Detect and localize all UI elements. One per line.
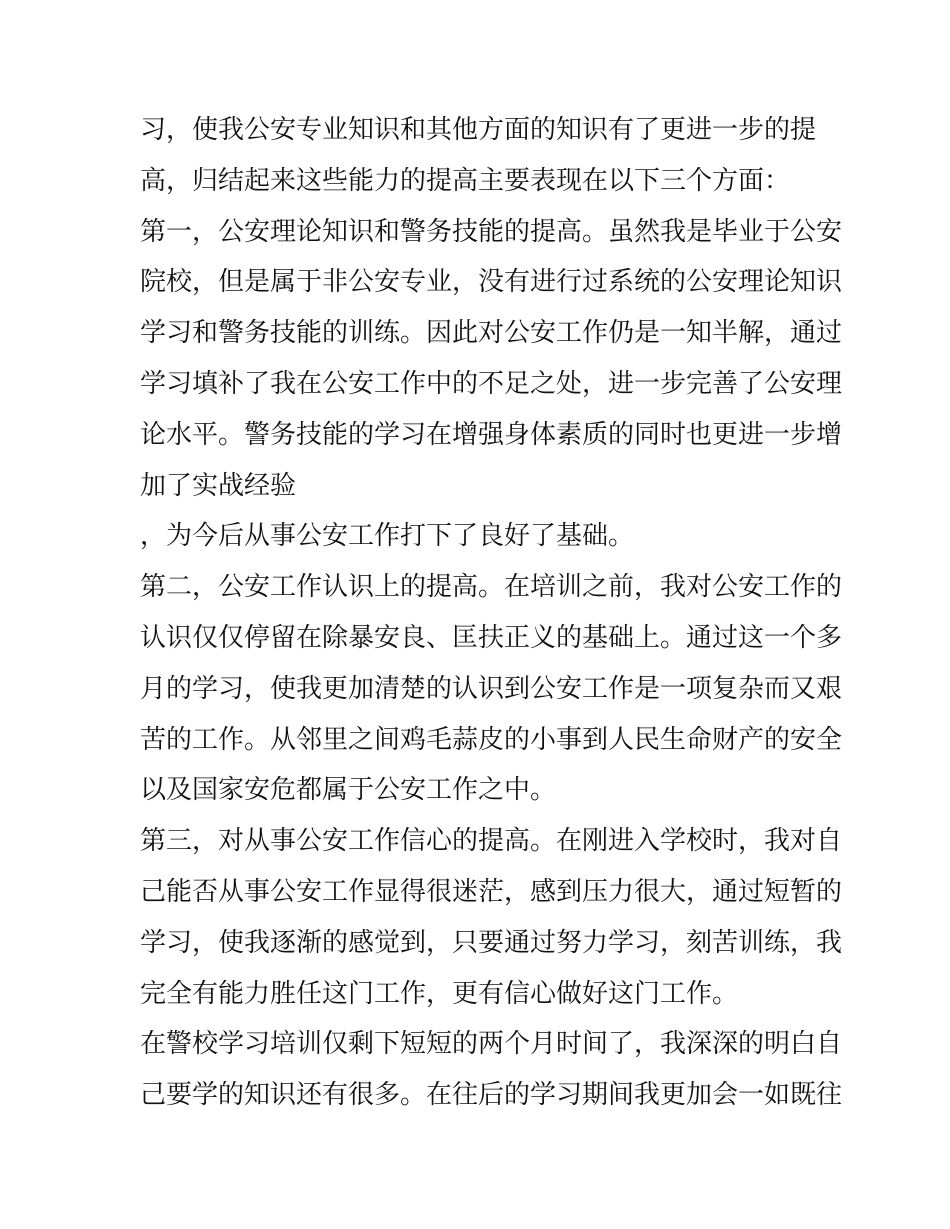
text-line: 论水平。警务技能的学习在增强身体素质的同时也更进一步增 [140,419,843,450]
text-line: 加了实战经验 [140,470,297,501]
text-line: 以及国家安危都属于公安工作之中。 [140,775,557,806]
text-line: 高，归结起来这些能力的提高主要表现在以下三个方面： [140,165,791,196]
text-line: 第二，公安工作认识上的提高。在培训之前，我对公安工作的 [140,572,843,603]
text-line: 学习和警务技能的训练。因此对公安工作仍是一知半解，通过 [140,318,843,349]
text-line: 院校，但是属于非公安专业，没有进行过系统的公安理论知识 [140,267,843,298]
text-line: 学习填补了我在公安工作中的不足之处，进一步完善了公安理 [140,368,843,399]
text-line: 己能否从事公安工作显得很迷茫，感到压力很大，通过短暂的 [140,876,843,907]
text-line: 学习，使我逐渐的感觉到，只要通过努力学习，刻苦训练，我 [140,927,843,958]
text-line: 在警校学习培训仅剩下短短的两个月时间了，我深深的明白自 [140,1029,843,1060]
text-line: 苦的工作。从邻里之间鸡毛蒜皮的小事到人民生命财产的安全 [140,724,843,755]
text-line: 完全有能力胜任这门工作，更有信心做好这门工作。 [140,978,739,1009]
text-line: 习，使我公安专业知识和其他方面的知识有了更进一步的提 [140,115,817,145]
body-text [140,105,843,1121]
text-line: ，为今后从事公安工作打下了良好了基础。 [140,521,635,552]
text-line: 认识仅仅停留在除暴安良、匡扶正义的基础上。通过这一个多 [140,622,843,653]
text-line: 月的学习，使我更加清楚的认识到公安工作是一项复杂而又艰 [140,673,843,704]
text-line: 第三，对从事公安工作信心的提高。在刚进入学校时，我对自 [140,826,843,857]
text-line: 第一，公安理论知识和警务技能的提高。虽然我是毕业于公安 [140,216,843,247]
text-line: 己要学的知识还有很多。在往后的学习期间我更加会一如既往 [140,1080,843,1111]
